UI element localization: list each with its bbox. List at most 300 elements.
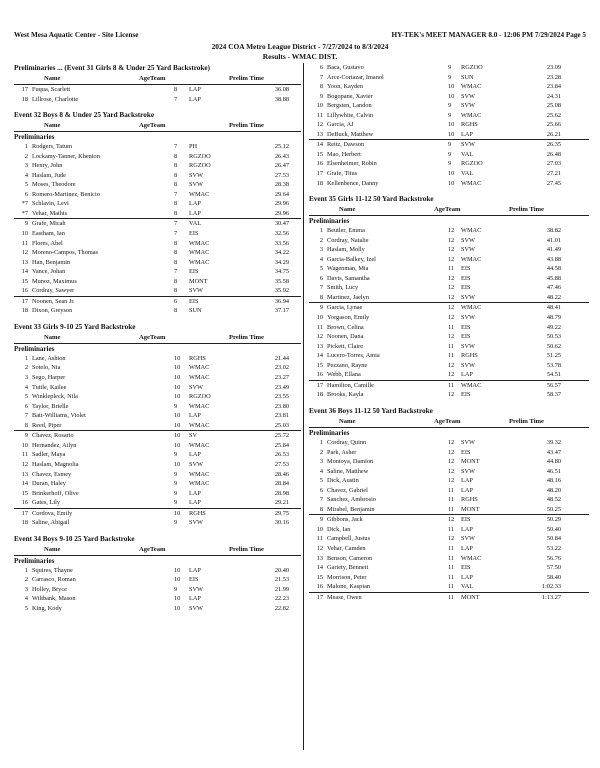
- place: 5: [24, 181, 28, 189]
- prelim-time: 32.56: [274, 230, 289, 238]
- column-header: [14, 121, 301, 132]
- swimmer-name: Han, Benjamin: [32, 258, 71, 266]
- place: 2: [24, 364, 28, 372]
- swimmer-name: Eastham, Ian: [32, 230, 65, 238]
- prelim-time: 25.08: [546, 102, 561, 110]
- place: 7: [319, 73, 323, 81]
- swimmer-name: Mease, Owen: [327, 593, 362, 601]
- place: 7: [319, 284, 323, 292]
- age: 8: [174, 249, 178, 257]
- header-prelim-time: Prelim Time: [509, 417, 544, 425]
- header-name: Name: [44, 122, 61, 130]
- column-header: [14, 333, 301, 344]
- result-row: [14, 199, 301, 209]
- swimmer-name: Reitz, Dawson: [327, 141, 365, 149]
- swimmer-name: Sadler, Maya: [32, 451, 66, 459]
- team: WMAC: [189, 480, 210, 488]
- result-row: [309, 448, 589, 458]
- place: 6: [319, 64, 323, 71]
- place: 13: [316, 554, 323, 562]
- column-divider: [303, 63, 304, 750]
- swimmer-name: Munoz, Maximus: [32, 277, 77, 285]
- swimmer-name: Garcia, Lynae: [327, 304, 363, 312]
- swimmer-name: Grafe, Titus: [327, 170, 358, 178]
- prelim-time: 43.47: [546, 448, 561, 456]
- place: 9: [24, 220, 28, 228]
- swimmer-name: Lane, Ashton: [32, 354, 66, 362]
- result-row: [14, 142, 301, 152]
- prelim-time: 23.02: [274, 364, 289, 372]
- result-row: [309, 255, 589, 265]
- age: 11: [448, 573, 455, 581]
- team: LAP: [189, 566, 201, 574]
- prelim-time: 23.28: [546, 73, 561, 81]
- prelim-time: 29.64: [274, 190, 289, 198]
- team: LAP: [461, 486, 473, 494]
- swimmer-name: Brown, Celina: [327, 323, 364, 331]
- swimmer-name: Batt-Williams, Violet: [32, 412, 86, 420]
- place: 2: [319, 448, 323, 456]
- prelim-time: 27.21: [546, 170, 561, 178]
- result-row: [309, 332, 589, 342]
- swimmer-name: Hernandez, Ailyn: [32, 441, 77, 449]
- result-row: [309, 582, 589, 593]
- prelim-time: 33.56: [274, 239, 289, 247]
- prelim-time: 22.23: [274, 595, 289, 603]
- age: 10: [174, 460, 181, 468]
- team: SVW: [461, 293, 475, 301]
- swimmer-name: Chavez, Gabriel: [327, 486, 368, 494]
- age: 9: [448, 102, 452, 110]
- age: 11: [448, 381, 455, 389]
- team: EIS: [461, 564, 471, 572]
- result-row: [14, 585, 301, 595]
- age: 10: [174, 566, 181, 574]
- age: 12: [448, 293, 455, 301]
- place: 5: [24, 604, 28, 612]
- place: 10: [316, 314, 323, 322]
- result-row: [14, 277, 301, 287]
- team: MONT: [189, 277, 208, 285]
- preliminaries-label: Preliminaries: [14, 556, 55, 565]
- result-row: [309, 505, 589, 516]
- swimmer-name: Mao, Herbert: [327, 150, 361, 158]
- age: 12: [448, 274, 455, 282]
- swimmer-name: Yoon, Kayden: [327, 83, 364, 91]
- prelim-time: 27.03: [546, 160, 561, 168]
- prelim-time: 56.57: [546, 381, 561, 389]
- age: 7: [174, 230, 178, 238]
- place: 13: [21, 470, 28, 478]
- age: 10: [174, 604, 181, 612]
- team: LAP: [461, 573, 473, 581]
- prelim-time: 27.53: [274, 171, 289, 179]
- event-title: Preliminaries ... (Event 31 Girls 8 & Under 25 Yard Backstroke): [14, 64, 210, 72]
- place: 14: [316, 352, 323, 360]
- team: VAL: [461, 583, 474, 591]
- header-name: Name: [339, 417, 356, 425]
- prelim-time: 48.52: [546, 496, 561, 504]
- swimmer-name: Benson, Cameron: [327, 554, 373, 562]
- place: 11: [316, 535, 323, 543]
- swimmer-name: Cordova, Emily: [32, 509, 73, 517]
- team: VAL: [189, 220, 202, 228]
- column-header: [309, 205, 589, 216]
- team: WMAC: [461, 304, 482, 312]
- swimmer-name: Davis, Samantha: [327, 274, 370, 282]
- team: SVW: [461, 102, 475, 110]
- age: 9: [174, 402, 178, 410]
- swimmer-name: Chavez, Rosario: [32, 432, 74, 440]
- swimmer-name: Sotelo, Nia: [32, 364, 61, 372]
- team: VAL: [461, 170, 474, 178]
- swimmer-name: Montoya, Damion: [327, 458, 374, 466]
- result-row: [14, 229, 301, 239]
- place: 4: [24, 595, 28, 603]
- header-name: Name: [44, 333, 61, 341]
- swimmer-name: Vehar, Mathis: [32, 209, 68, 217]
- event-section: [14, 534, 301, 614]
- result-row: [309, 438, 589, 448]
- swimmer-name: Campbell, Justus: [327, 535, 371, 543]
- age: 10: [174, 421, 181, 429]
- team: SVW: [461, 438, 475, 446]
- age: 8: [174, 86, 178, 93]
- swimmer-name: Kellenbence, Danny: [327, 179, 379, 187]
- place: 11: [21, 451, 28, 459]
- result-row: [309, 342, 589, 352]
- prelim-time: 28.98: [274, 489, 289, 497]
- place: 18: [21, 519, 28, 527]
- age: 11: [448, 564, 455, 572]
- prelim-time: 23.84: [546, 83, 561, 91]
- place: 8: [319, 505, 323, 513]
- prelim-time: 58.37: [546, 391, 561, 399]
- age: 12: [448, 333, 455, 341]
- prelim-time: 28.84: [274, 480, 289, 488]
- result-row: [14, 373, 301, 383]
- team: EIS: [461, 333, 471, 341]
- prelim-time: 25.03: [274, 421, 289, 429]
- swimmer-name: Taylor, Brielle: [32, 402, 69, 410]
- place: 15: [21, 277, 28, 285]
- place: 17: [316, 593, 323, 601]
- age: 8: [174, 239, 178, 247]
- team: SVW: [461, 141, 475, 149]
- event-title: Event 35 Girls 11-12 50 Yard Backstroke: [309, 195, 434, 204]
- team: EIS: [461, 391, 471, 399]
- age: 12: [448, 391, 455, 399]
- result-row: [309, 573, 589, 583]
- place: 1: [319, 438, 323, 446]
- prelim-time: 48.22: [546, 293, 561, 301]
- prelim-time: 48.41: [546, 304, 561, 312]
- swimmer-name: Vance, Johan: [32, 268, 66, 276]
- age: 10: [448, 121, 455, 129]
- age: 12: [448, 467, 455, 475]
- result-row: [14, 239, 301, 249]
- team: WMAC: [461, 83, 482, 91]
- age: 8: [174, 171, 178, 179]
- place: 18: [316, 179, 323, 187]
- swimmer-name: DeBuck, Matthew: [327, 130, 374, 138]
- age: 7: [174, 268, 178, 276]
- place: 11: [21, 239, 28, 247]
- age: 9: [174, 480, 178, 488]
- result-row: [309, 303, 589, 313]
- place: 12: [316, 333, 323, 341]
- place: 17: [316, 170, 323, 178]
- header-age-team: AgeTeam: [139, 545, 166, 553]
- team: WMAC: [189, 190, 210, 198]
- age: 11: [448, 323, 455, 331]
- result-row: [309, 390, 589, 400]
- result-row: [309, 130, 589, 141]
- prelim-time: 25.72: [274, 432, 289, 440]
- swimmer-name: Cordray, Natalie: [327, 236, 369, 244]
- age: 11: [448, 505, 455, 513]
- prelim-time: 49.22: [546, 323, 561, 331]
- swimmer-name: Rodgers, Tatum: [32, 143, 73, 151]
- prelim-time: 41.49: [546, 246, 561, 254]
- prelim-time: 44.58: [546, 265, 561, 273]
- prelim-time: 27.45: [546, 179, 561, 187]
- team: LAP: [189, 86, 201, 93]
- place: 6: [24, 190, 28, 198]
- prelim-time: 54.51: [546, 371, 561, 379]
- team: SVW: [189, 519, 203, 527]
- team: WMAC: [189, 374, 210, 382]
- place: 14: [316, 564, 323, 572]
- place: 5: [319, 265, 323, 273]
- team: EIS: [189, 268, 199, 276]
- place: 12: [316, 544, 323, 552]
- age: 9: [174, 470, 178, 478]
- prelim-time: 34.75: [274, 268, 289, 276]
- place: 9: [319, 304, 323, 312]
- team: EIS: [461, 284, 471, 292]
- team: RGZOO: [189, 393, 211, 401]
- prelim-time: 29.96: [274, 209, 289, 217]
- swimmer-name: Saline, Abigail: [32, 519, 70, 527]
- prelim-time: 29.96: [274, 200, 289, 208]
- swimmer-name: Morrison, Peter: [327, 573, 367, 581]
- preliminaries-label: Preliminaries: [14, 344, 55, 353]
- age: 6: [174, 297, 178, 305]
- team: WMAC: [189, 364, 210, 372]
- team: EIS: [189, 576, 199, 584]
- result-row: [14, 566, 301, 576]
- age: 12: [448, 246, 455, 254]
- result-row: [14, 363, 301, 373]
- place: 14: [21, 268, 28, 276]
- prelim-time: 1:13.27: [541, 593, 561, 601]
- result-row: [309, 467, 589, 477]
- swimmer-name: Dick, Ian: [327, 525, 351, 533]
- place: 1: [319, 227, 323, 235]
- team: WMAC: [189, 402, 210, 410]
- age: 11: [448, 544, 455, 552]
- result-row: [14, 470, 301, 480]
- team: LAP: [461, 544, 473, 552]
- swimmer-name: Lillrose, Charlotte: [32, 95, 79, 103]
- team: LAP: [461, 477, 473, 485]
- age: 12: [448, 448, 455, 456]
- result-row: [309, 476, 589, 486]
- team: RGHS: [461, 496, 478, 504]
- swimmer-name: Grafe, Micah: [32, 220, 66, 228]
- preliminaries-label: Preliminaries: [309, 217, 350, 226]
- age: 8: [174, 287, 178, 295]
- header-age-team: AgeTeam: [434, 417, 461, 425]
- prelim-time: 38.88: [274, 95, 289, 103]
- age: 10: [174, 374, 181, 382]
- prelim-time: 21.44: [274, 354, 289, 362]
- prelim-time: 58.40: [546, 573, 561, 581]
- place: 5: [24, 393, 28, 401]
- place: 17: [21, 297, 28, 305]
- age: 10: [448, 83, 455, 91]
- swimmer-name: Winklepleck, Nila: [32, 393, 78, 401]
- age: 7: [174, 95, 178, 103]
- place: 4: [24, 383, 28, 391]
- age: 10: [174, 509, 181, 517]
- team: LAP: [189, 451, 201, 459]
- result-row: [309, 495, 589, 505]
- age: 12: [448, 516, 455, 524]
- header-age-team: AgeTeam: [139, 75, 166, 82]
- prelim-time: 43.88: [546, 255, 561, 263]
- swimmer-name: Bergsten, Landon: [327, 102, 372, 110]
- age: 10: [448, 92, 455, 100]
- age: 11: [448, 496, 455, 504]
- prelim-time: 41.01: [546, 236, 561, 244]
- swimmer-name: Baca, Gustavo: [327, 64, 364, 71]
- team: EIS: [461, 448, 471, 456]
- age: 9: [174, 585, 178, 593]
- result-row: [309, 73, 589, 83]
- team: SVW: [461, 467, 475, 475]
- place: 16: [316, 583, 323, 591]
- team: LAP: [189, 489, 201, 497]
- swimmer-name: Park, Asher: [327, 448, 357, 456]
- team: EIS: [461, 323, 471, 331]
- place: 4: [319, 255, 323, 263]
- place: 12: [21, 249, 28, 257]
- team: LAP: [461, 130, 473, 138]
- result-row: [309, 370, 589, 381]
- prelim-time: 26.47: [274, 162, 289, 170]
- age: 10: [448, 179, 455, 187]
- swimmer-name: Garcia, AJ: [327, 121, 354, 129]
- event-title: Event 32 Boys 8 & Under 25 Yard Backstroke: [14, 111, 155, 120]
- prelim-time: 39.32: [546, 438, 561, 446]
- result-row: [309, 534, 589, 544]
- team: RGZOO: [461, 160, 483, 168]
- result-row: [309, 313, 589, 323]
- result-row: [14, 431, 301, 441]
- team: RGZOO: [461, 64, 483, 71]
- prelim-time: 25.66: [546, 121, 561, 129]
- team: SUN: [189, 307, 202, 315]
- place: 10: [316, 525, 323, 533]
- swimmer-name: Lockamy-Tanner, Khenton: [32, 152, 100, 160]
- swimmer-name: King, Kody: [32, 604, 62, 612]
- result-row: [309, 179, 589, 189]
- age: 12: [448, 458, 455, 466]
- team: SUN: [461, 73, 474, 81]
- swimmer-name: Noonen, Sean Jr.: [32, 297, 75, 305]
- place: 8: [319, 83, 323, 91]
- result-row: [309, 544, 589, 554]
- swimmer-name: Henry, John: [32, 162, 63, 170]
- result-row: [14, 248, 301, 258]
- place: 15: [316, 573, 323, 581]
- age: 12: [448, 371, 455, 379]
- swimmer-name: Gates, Lily: [32, 499, 60, 507]
- place: 16: [316, 371, 323, 379]
- place: 10: [316, 102, 323, 110]
- team: MONT: [461, 505, 480, 513]
- header-age-team: AgeTeam: [139, 333, 166, 341]
- result-row: [14, 95, 301, 105]
- swimmer-name: Brinkerhoff, Olive: [32, 489, 79, 497]
- event-section: [14, 110, 301, 316]
- place: 3: [319, 246, 323, 254]
- swimmer-name: Holley, Bryce: [32, 585, 67, 593]
- swimmer-name: Tuttle, Kailee: [32, 383, 67, 391]
- place: 2: [319, 236, 323, 244]
- place: 9: [319, 516, 323, 524]
- place: 17: [316, 381, 323, 389]
- result-row: [309, 283, 589, 293]
- swimmer-name: Squires, Thayne: [32, 566, 73, 574]
- swimmer-name: Smith, Lucy: [327, 284, 359, 292]
- result-row: [309, 593, 589, 603]
- age: 10: [174, 393, 181, 401]
- header-age-team: AgeTeam: [139, 122, 166, 130]
- swimmer-name: Arce-Cortazar, Imanol: [327, 73, 384, 81]
- team: RGHS: [189, 509, 206, 517]
- team: RGZOO: [189, 162, 211, 170]
- place: 9: [319, 92, 323, 100]
- age: 12: [448, 304, 455, 312]
- preliminaries-label: Preliminaries: [309, 428, 350, 437]
- prelim-time: 26.53: [274, 451, 289, 459]
- place: 16: [21, 499, 28, 507]
- prelim-time: 25.12: [274, 143, 289, 151]
- prelim-time: 23.55: [274, 393, 289, 401]
- team: WMAC: [461, 255, 482, 263]
- place: 6: [319, 274, 323, 282]
- result-row: [309, 101, 589, 111]
- team: RGHS: [189, 354, 206, 362]
- age: 10: [174, 383, 181, 391]
- team: LAP: [461, 525, 473, 533]
- age: 8: [174, 209, 178, 217]
- age: 12: [448, 227, 455, 235]
- result-row: [309, 486, 589, 496]
- result-row: [14, 209, 301, 220]
- event-title: Event 33 Girls 9-10 25 Yard Backstroke: [14, 322, 136, 331]
- right-column: [309, 63, 589, 602]
- age: 11: [448, 265, 455, 273]
- place: 16: [21, 287, 28, 295]
- result-row: [14, 171, 301, 181]
- header-prelim-time: Prelim Time: [229, 122, 264, 130]
- age: 7: [174, 190, 178, 198]
- prelim-time: 21.99: [274, 585, 289, 593]
